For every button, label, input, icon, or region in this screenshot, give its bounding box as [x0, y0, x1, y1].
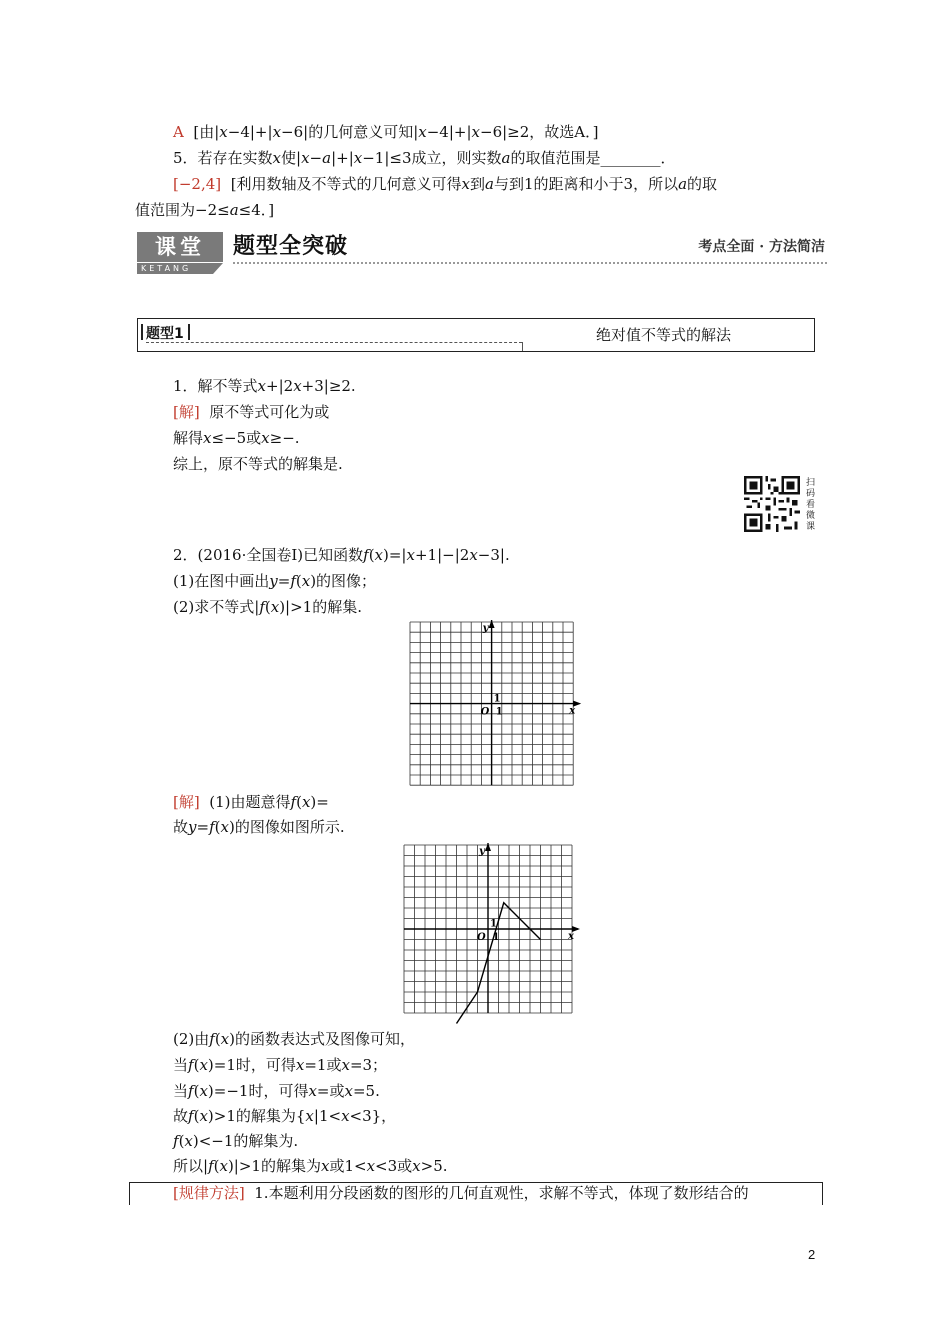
- axis-label-x: x: [568, 931, 574, 942]
- solution-tag: [解]: [173, 403, 200, 421]
- text-run: )的图像如图所示.: [228, 818, 345, 836]
- text-run: >5.: [420, 1157, 448, 1175]
- text-run: 到: [470, 175, 486, 193]
- text-run: )|>1的解集.: [279, 598, 362, 616]
- text-run: [利用数轴及不等式的几何意义可得: [230, 175, 462, 193]
- text-run: +3|≥2.: [301, 377, 356, 395]
- text-run: (: [296, 793, 302, 811]
- var: x: [341, 1107, 350, 1125]
- text-run: 故: [173, 1107, 189, 1125]
- text-run: +|2: [266, 377, 294, 395]
- var: x: [366, 1157, 376, 1175]
- var: x: [184, 1132, 193, 1150]
- type-title: 绝对值不等式的解法: [596, 326, 732, 344]
- text-run: ≤−5或: [211, 429, 262, 447]
- var: x: [295, 1056, 305, 1074]
- solution-2-part-2-line-2: [173, 1055, 387, 1075]
- origin-label: O: [480, 706, 490, 718]
- text-run: |1<: [313, 1107, 342, 1125]
- text-run: =: [196, 818, 210, 836]
- answer-5-line-2: [135, 200, 274, 220]
- banner-badge-tip: [213, 263, 223, 274]
- banner-badge-sub: KETANG: [137, 263, 213, 274]
- solution-2-part-2-line-1: [173, 1029, 415, 1049]
- banner-title: 题型全突破: [233, 234, 349, 259]
- rule-tag: [规律方法]: [173, 1184, 245, 1202]
- text-run: −6|的几何意义可知|: [281, 123, 419, 141]
- answer-line-4: [173, 122, 598, 142]
- text-run: 或1<: [329, 1157, 367, 1175]
- var: a: [229, 201, 239, 219]
- text-run: 1.本题利用分段函数的图形的几何直观性，求解不等式，体现了数形结合的: [254, 1184, 749, 1202]
- text-run: (: [193, 1056, 200, 1074]
- rule-method-line: [173, 1183, 749, 1203]
- text-run: 当: [173, 1056, 189, 1074]
- text-run: <3}，: [349, 1107, 397, 1125]
- var: x: [219, 123, 228, 141]
- var: x: [341, 1056, 350, 1074]
- solution-2-part-2-line-5: [173, 1131, 298, 1151]
- tick-label-x: 1: [492, 932, 500, 943]
- var: x: [272, 149, 282, 167]
- text-run: −6|≥2，故选A．]: [480, 123, 599, 141]
- var: y: [188, 818, 197, 836]
- var: x: [301, 149, 310, 167]
- answer-choice: A: [173, 123, 184, 141]
- question-2-part-1: [173, 571, 376, 591]
- var: f: [363, 546, 369, 564]
- text-run: ≤4．]: [238, 201, 275, 219]
- text-run: 当: [173, 1082, 189, 1100]
- var: x: [412, 1157, 421, 1175]
- var: x: [469, 546, 478, 564]
- text-run: (: [213, 1157, 220, 1175]
- var: a: [485, 175, 494, 193]
- text-run: 2．(2016·全国卷Ⅰ)已知函数: [173, 546, 364, 564]
- question-2-part-2: [173, 597, 362, 617]
- text-run: )|>1的解集为: [227, 1157, 321, 1175]
- var: x: [320, 1157, 330, 1175]
- type-label: 题型1: [146, 323, 184, 343]
- var: f: [290, 572, 296, 590]
- var: x: [219, 1157, 228, 1175]
- axis-label-y: y: [479, 846, 485, 857]
- text-run: )=1时，可得: [207, 1056, 296, 1074]
- solution-2-line-1: [173, 792, 329, 812]
- solution-1-line-1: [173, 402, 329, 422]
- text-run: 5．若存在实数: [173, 149, 273, 167]
- text-run: <3或: [375, 1157, 413, 1175]
- page-number: 2: [808, 1247, 816, 1262]
- var: y: [269, 572, 278, 590]
- topic-type-box: [137, 318, 815, 352]
- banner-tagline: 考点全面 · 方法简洁: [698, 239, 825, 255]
- text-run: 所以|: [173, 1157, 209, 1175]
- text-run: )的函数表达式及图像可知，: [229, 1030, 415, 1048]
- text-run: =: [277, 572, 291, 590]
- origin-label: O: [477, 932, 486, 943]
- var: f: [209, 1030, 215, 1048]
- text-run: 使|: [281, 149, 302, 167]
- var: a: [322, 149, 332, 167]
- text-run: [由|: [193, 123, 220, 141]
- var: a: [678, 175, 688, 193]
- var: x: [203, 429, 212, 447]
- text-run: −4|+|: [227, 123, 273, 141]
- solution-2-part-2-line-3: [173, 1081, 380, 1101]
- text-run: (: [295, 572, 302, 590]
- solution-2-line-2: [173, 817, 345, 837]
- question-2: [173, 545, 510, 565]
- text-run: −1|≤3成立，则实数: [362, 149, 502, 167]
- var: f: [209, 818, 215, 836]
- text-run: (: [264, 598, 271, 616]
- text-run: (: [368, 546, 375, 564]
- solution-2-part-2-line-4: [173, 1106, 396, 1126]
- var: x: [305, 1107, 314, 1125]
- type-dashed-rule: [146, 342, 522, 343]
- var: x: [199, 1107, 208, 1125]
- text-run: )>1的解集为{: [207, 1107, 306, 1125]
- var: x: [199, 1082, 208, 1100]
- text-run: ≥−.: [269, 429, 300, 447]
- axis-label-x: x: [569, 705, 576, 717]
- text-run: (1)在图中画出: [173, 572, 270, 590]
- var: x: [220, 818, 229, 836]
- question-5: [173, 148, 675, 168]
- blank-grid-figure: [408, 620, 574, 782]
- text-run: )的图像；: [310, 572, 377, 590]
- var: x: [471, 123, 480, 141]
- var: x: [220, 1030, 230, 1048]
- var: f: [188, 1082, 194, 1100]
- text-run: 值范围为−2≤: [135, 201, 230, 219]
- var: x: [293, 377, 302, 395]
- var: x: [353, 149, 363, 167]
- var: x: [374, 546, 384, 564]
- var: x: [257, 377, 267, 395]
- qr-caption: 扫码看微课: [806, 478, 816, 532]
- tick-label-y: 1: [490, 918, 497, 930]
- solution-1-line-3: [173, 454, 343, 474]
- var: f: [173, 1132, 179, 1150]
- text-run: (2)由: [173, 1030, 210, 1048]
- y-axis-arrow: [489, 620, 495, 628]
- text-run: +1|−|2: [414, 546, 470, 564]
- var: f: [188, 1107, 194, 1125]
- var: x: [301, 572, 311, 590]
- function-graph-figure: [402, 843, 580, 1021]
- var: f: [259, 598, 265, 616]
- var: f: [188, 1056, 194, 1074]
- text-run: 的取: [687, 175, 718, 193]
- banner-dotted-rule: [233, 262, 827, 264]
- var: x: [308, 1082, 317, 1100]
- var: x: [270, 598, 280, 616]
- section-banner: [137, 232, 827, 276]
- var: x: [418, 123, 427, 141]
- var: x: [406, 546, 415, 564]
- var: a: [501, 149, 511, 167]
- text-run: 1．解不等式: [173, 377, 258, 395]
- var: f: [208, 1157, 214, 1175]
- text-run: )<−1的解集为.: [192, 1132, 299, 1150]
- qr-code-icon[interactable]: [744, 476, 800, 532]
- axis-label-y: y: [482, 623, 489, 634]
- var: x: [199, 1056, 208, 1074]
- text-run: −3|.: [477, 546, 510, 564]
- tick-label-y: 1: [493, 693, 501, 705]
- answer-5-line-1: [173, 174, 717, 194]
- text-run: =3；: [349, 1056, 388, 1074]
- solution-1-line-2: [173, 428, 300, 448]
- question-1: [173, 376, 356, 396]
- var: f: [290, 793, 297, 811]
- solution-2-part-2-line-6: [173, 1156, 448, 1176]
- text-run: =1或: [304, 1056, 342, 1074]
- y-axis-arrow: [485, 843, 491, 851]
- type-dashed-tick: [522, 342, 523, 351]
- text-run: −: [309, 149, 323, 167]
- text-run: (1)由题意得: [209, 793, 291, 811]
- banner-badge: 课堂: [137, 232, 223, 262]
- var: x: [344, 1082, 353, 1100]
- text-run: 的取值范围是________．: [510, 149, 676, 167]
- text-run: (: [214, 818, 221, 836]
- text-run: (: [193, 1107, 200, 1125]
- var: x: [261, 429, 270, 447]
- var: x: [301, 793, 311, 811]
- text-run: 与到1的距离和小于3，所以: [493, 175, 679, 193]
- text-run: 综上，原不等式的解集是.: [173, 455, 343, 473]
- text-run: (: [214, 1030, 221, 1048]
- text-run: )=−1时，可得: [207, 1082, 309, 1100]
- tick-label-x: 1: [495, 706, 503, 718]
- text-run: |+|: [331, 149, 354, 167]
- text-run: −4|+|: [426, 123, 472, 141]
- text-run: (: [193, 1082, 200, 1100]
- text-run: 解得: [173, 429, 204, 447]
- solution-tag: [解]: [173, 793, 200, 811]
- text-run: =或: [316, 1082, 345, 1100]
- text-run: (: [178, 1132, 185, 1150]
- text-run: =5.: [352, 1082, 380, 1100]
- text-run: (2)求不等式|: [173, 598, 260, 616]
- text-run: )=: [310, 793, 329, 811]
- var: x: [272, 123, 282, 141]
- text-run: 故: [173, 818, 189, 836]
- text-run: )=|: [383, 546, 407, 564]
- var: x: [461, 175, 471, 193]
- answer-range: [−2,4]: [173, 175, 222, 193]
- text-run: 原不等式可化为或: [209, 403, 330, 421]
